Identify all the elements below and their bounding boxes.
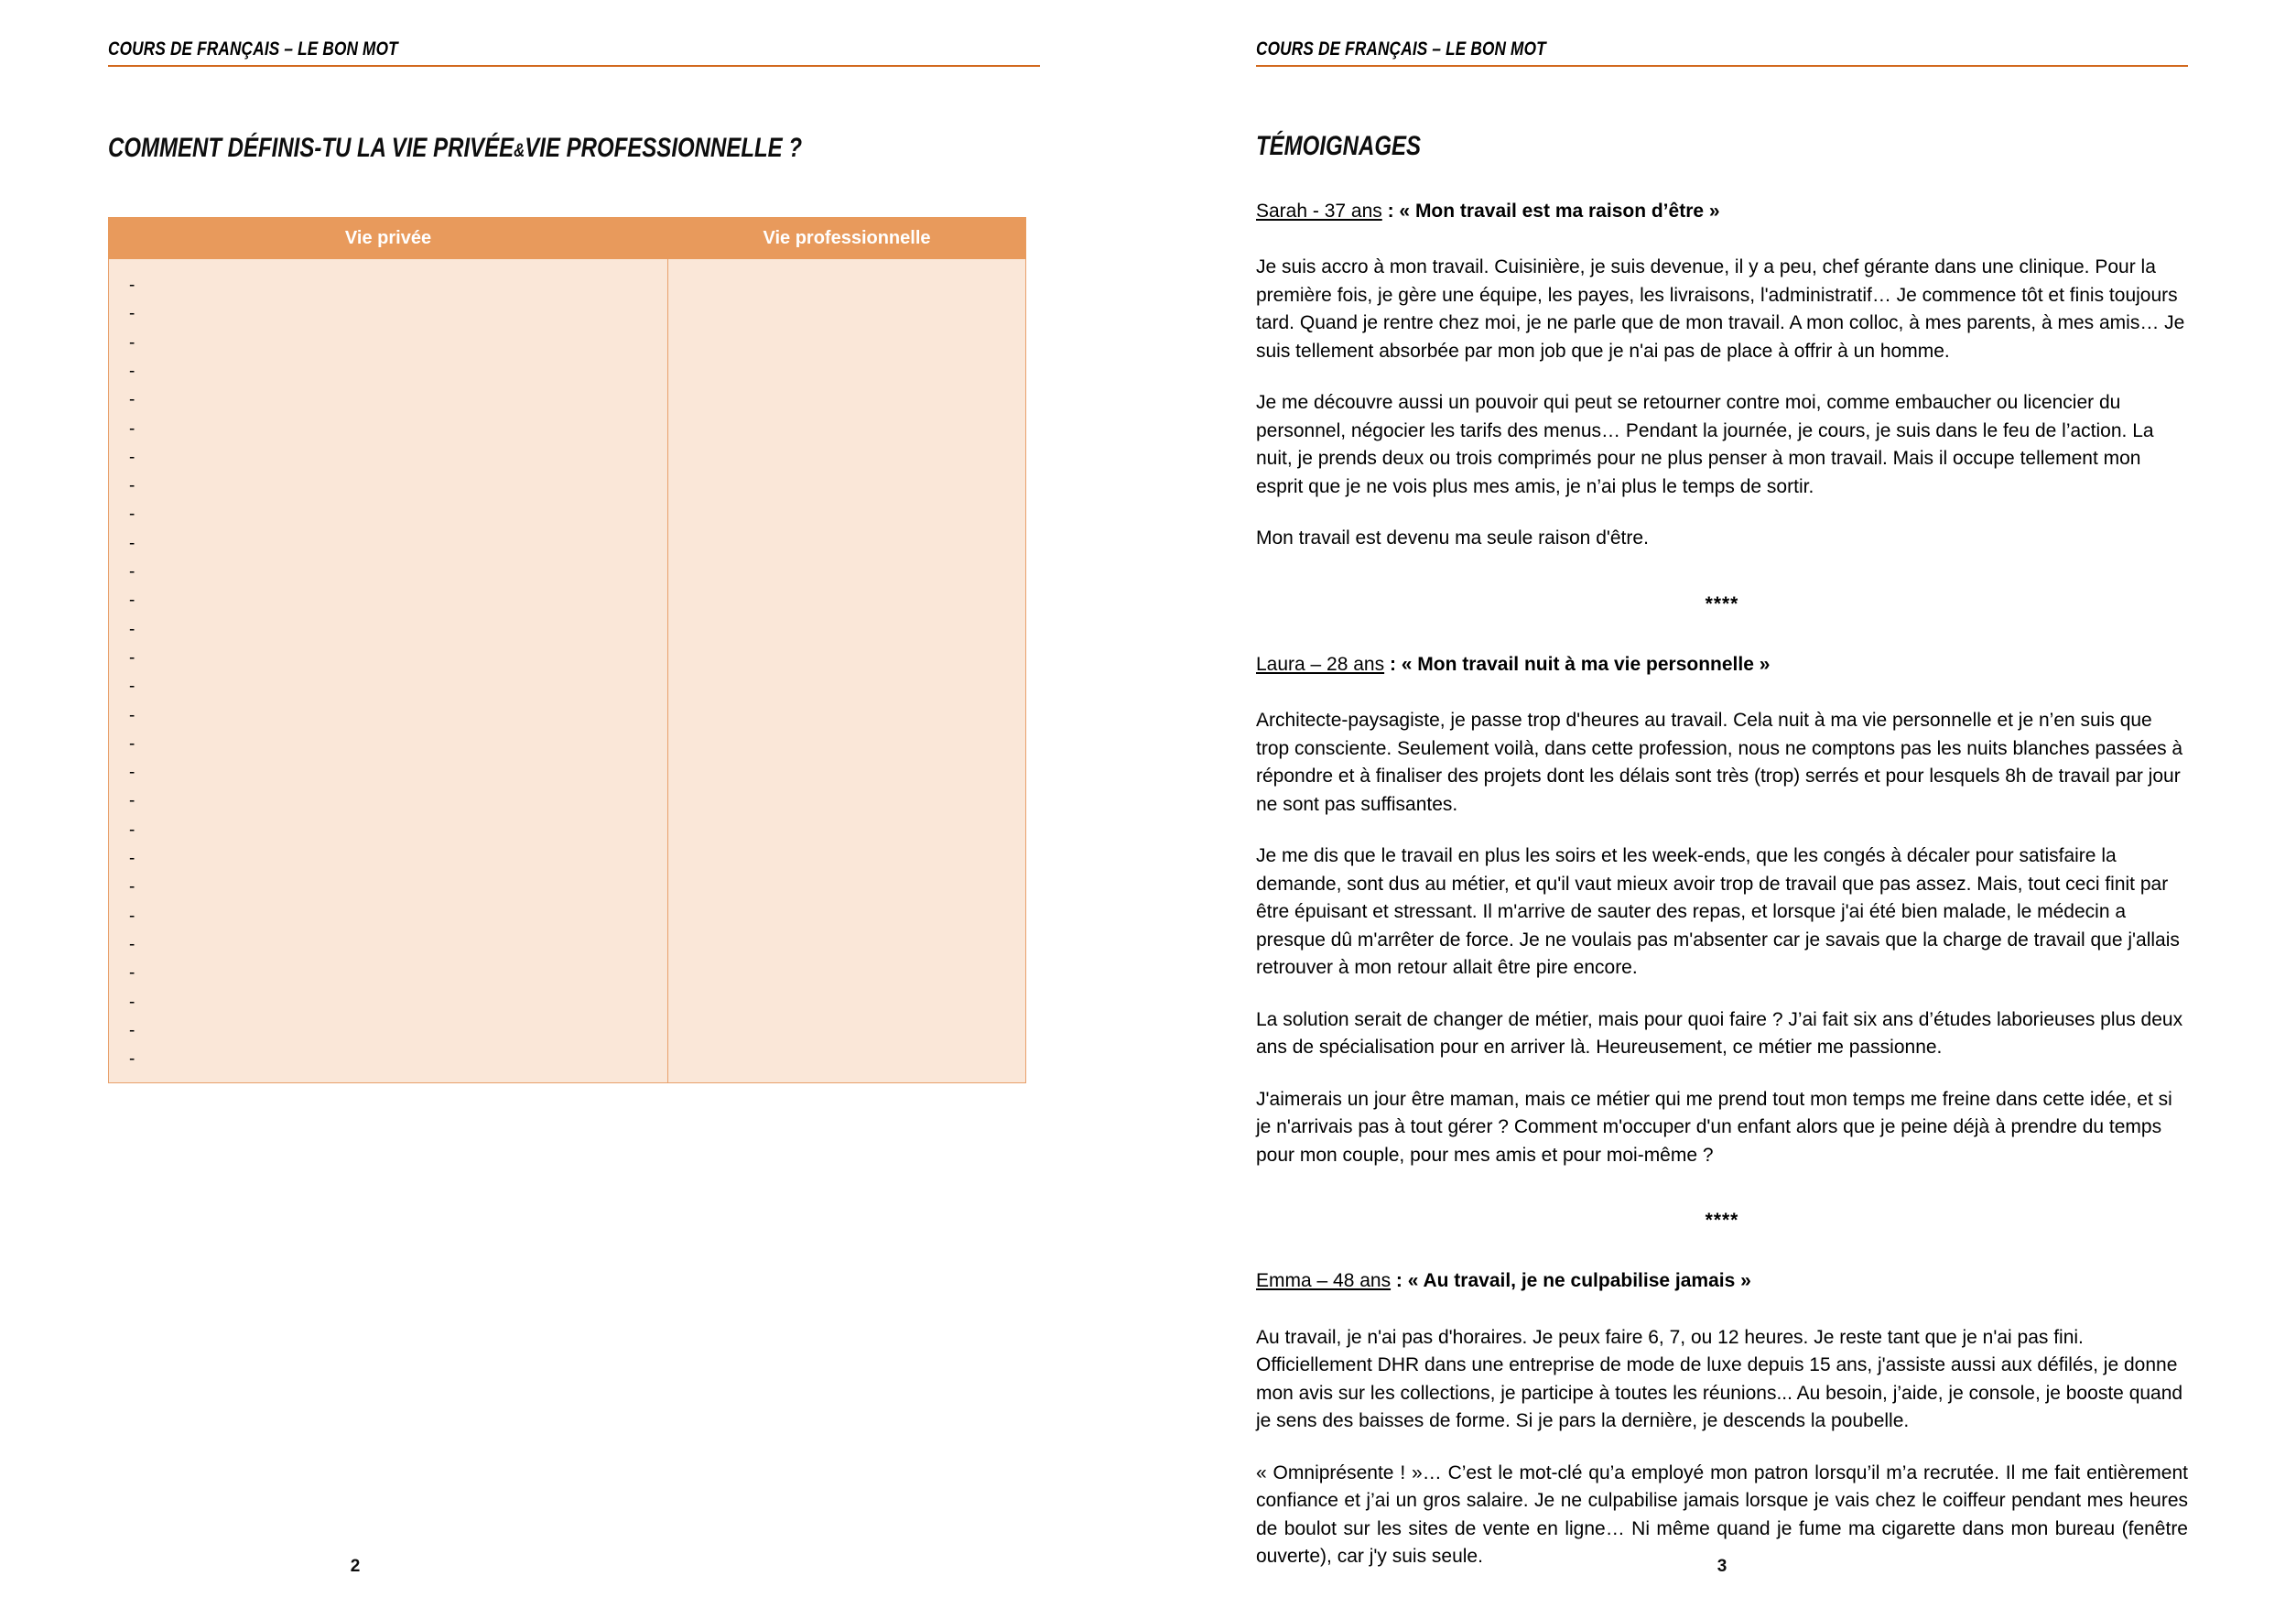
- table-row: [109, 259, 1026, 1083]
- page-number-right: 3: [1717, 1557, 1727, 1576]
- page-number-left: 2: [350, 1557, 361, 1576]
- testimonial-heading: [1256, 199, 2188, 224]
- vie-privee-professionnelle-table: [108, 217, 1026, 1083]
- dash-bullet: -: [129, 562, 135, 582]
- dash-bullet: -: [129, 505, 135, 525]
- table-head: [109, 218, 1026, 259]
- testimonial-paragraph: Mon travail est devenu ma seule raison d'être.: [1256, 527, 1649, 549]
- dash-bullet: -: [129, 992, 135, 1012]
- column-header-vie-privee: Vie privée: [109, 218, 668, 259]
- testimonial-person-name: Sarah - 37 ans: [1256, 201, 1382, 223]
- page-title-left-main: COMMENT DÉFINIS-TU LA VIE PRIVÉE: [108, 133, 514, 164]
- testimonial-heading: [1256, 1268, 2188, 1294]
- dash-bullet: -: [129, 647, 135, 668]
- dash-bullet: -: [129, 1020, 135, 1040]
- running-header-left-text: COURS DE FRANÇAIS – LE BON MOT: [108, 38, 398, 60]
- dash-bullet: -: [129, 332, 135, 353]
- dash-bullet: -: [129, 733, 135, 754]
- running-header-right: [1256, 38, 2188, 67]
- column-header-vie-professionnelle: Vie professionnelle: [668, 218, 1026, 259]
- page-left-content: [108, 38, 1040, 1619]
- testimonial-paragraph: La solution serait de changer de métier, mais pour quoi faire ? J’ai fait six ans d’études laborieuses plus deux ans de spécialisation pour en arriver là. Heureusement, ce métier me passionne.: [1256, 1008, 2183, 1059]
- dash-bullet: -: [129, 533, 135, 553]
- dash-bullet: -: [129, 677, 135, 697]
- dash-bullet: -: [129, 705, 135, 725]
- testimonial-quote-title: : « Mon travail nuit à ma vie personnelle »: [1384, 653, 1771, 675]
- page-right: [1148, 0, 2296, 1619]
- dash-bullet: -: [129, 304, 135, 324]
- dash-bullet: -: [129, 361, 135, 381]
- dash-bullet: -: [129, 906, 135, 926]
- dash-bullet: -: [129, 820, 135, 840]
- testimonial-paragraph: Je suis accro à mon travail. Cuisinière, je suis devenue, il y a peu, chef gérante dans une clinique. Pour la première fois, je gère une équipe, les payes, les livraisons, l'administratif… Je commence tôt et finis toujours tard. Quand je rentre chez moi, je ne parle que de mon travail. A mon colloc, à mes parents, à mes amis… Je suis tellement absorbée par mon job que je n'ai pas de place à offrir à un homme.: [1256, 256, 2185, 362]
- testimonial-paragraph: Architecte-paysagiste, je passe trop d'heures au travail. Cela nuit à ma vie personnelle et je n’en suis que trop consciente. Seulement voilà, dans cette profession, nous ne comptons pas les nuits blanches passées à répondre et à finaliser des projets dont les délais sont très (trop) serrés et pour lesquels 8h de travail par jour ne sont pas suffisantes.: [1256, 710, 2183, 815]
- dash-bullet: -: [129, 447, 135, 467]
- dash-bullet: -: [129, 591, 135, 611]
- dash-bullet: -: [129, 418, 135, 439]
- dash-bullet: -: [129, 877, 135, 897]
- testimonial-paragraph: Je me découvre aussi un pouvoir qui peut se retourner contre moi, comme embaucher ou licencier du personnel, négocier les tarifs des menus… Pendant la journée, je cours, je suis dans le feu de l’action. La nuit, je prends deux ou trois comprimés pour ne plus penser à mon travail. Mais il occupe tellement mon esprit que je ne vois plus mes amis, je n’ai plus le temps de sortir.: [1256, 392, 2154, 497]
- dash-list-vie-privee: [109, 259, 667, 1082]
- table-body: [109, 259, 1026, 1083]
- dash-bullet: -: [129, 1049, 135, 1070]
- section-separator: ****: [1705, 1210, 1739, 1232]
- cell-vie-professionnelle[interactable]: [668, 259, 1026, 1083]
- running-header-right-text: COURS DE FRANÇAIS – LE BON MOT: [1256, 38, 1546, 60]
- page-right-content: [1256, 38, 2188, 1619]
- testimonial-quote-title: : « Au travail, je ne culpabilise jamais »: [1391, 1270, 1751, 1292]
- dash-bullet: -: [129, 849, 135, 869]
- testimonial-paragraph: J'aimerais un jour être maman, mais ce métier qui me prend tout mon temps me freine dans cette idée, et si je n'arrivais pas à tout gérer ? Comment m'occuper d'un enfant alors que je peine déjà à prendre du temps pour mon couple, pour mes amis et pour moi-même ?: [1256, 1088, 2172, 1166]
- dash-bullet: -: [129, 963, 135, 983]
- testimonial-person-name: Emma – 48 ans: [1256, 1270, 1392, 1292]
- dash-bullet: -: [129, 934, 135, 954]
- testimonial-heading: [1256, 652, 2188, 678]
- page-title-left: [108, 133, 853, 164]
- testimonial-person-name: Laura – 28 ans: [1256, 653, 1385, 675]
- dash-bullet: -: [129, 390, 135, 410]
- dash-bullet: -: [129, 619, 135, 639]
- table-header-row: [109, 218, 1026, 259]
- testimonial-list: [1256, 199, 2188, 1571]
- dash-bullet: -: [129, 791, 135, 811]
- testimonial-paragraph: Au travail, je n'ai pas d'horaires. Je peux faire 6, 7, ou 12 heures. Je reste tant que je n'ai pas fini. Officiellement DHR dans une entreprise de mode de luxe depuis 15 ans, j'assiste aussi aux défilés, je donne mon avis sur les collections, je participe à toutes les réunions... Au besoin, j’aide, je console, je booste quand je sens des baisses de forme. Si je pars la dernière, je descends la poubelle.: [1256, 1326, 2183, 1432]
- dash-bullet: -: [129, 763, 135, 783]
- vie-privee-professionnelle-table-wrapper: [108, 217, 1023, 1083]
- page-title-left-amp: &: [514, 140, 525, 162]
- dash-bullet: -: [129, 276, 135, 296]
- dash-list-vie-professionnelle: [668, 259, 1025, 280]
- page-title-left-tail: VIE PROFESSIONNELLE ?: [525, 133, 802, 164]
- section-separator: ****: [1705, 592, 1739, 614]
- running-header-left: [108, 38, 1040, 67]
- testimonial-quote-title: : « Mon travail est ma raison d’être »: [1381, 201, 1720, 223]
- dash-bullet: -: [129, 476, 135, 496]
- page-title-right: TÉMOIGNAGES: [1256, 131, 1422, 162]
- cell-vie-privee[interactable]: [109, 259, 668, 1083]
- testimonial-paragraph: « Omniprésente ! »… C’est le mot-clé qu’a employé mon patron lorsqu’il m’a recrutée. Il me fait entièrement confiance et j’ai un gros salaire. Je ne culpabilise jamais lorsque je vais chez le coiffeur pendant mes heures de boulot sur les sites de vente en ligne… Ni même quand je fume ma cigarette dans mon bureau (fenêtre ouverte), car j'y suis seule.: [1256, 1461, 2188, 1568]
- testimonial-paragraph: Je me dis que le travail en plus les soirs et les week-ends, que les congés à décaler pour satisfaire la demande, sont dus au métier, et qu'il vaut mieux avoir trop de travail que pas assez. Mais, tout ceci finit par être épuisant et stressant. Il m'arrive de sauter des repas, et lorsque j'ai été bien malade, le médecin a presque dû m'arrêter de force. Je ne voulais pas m'absenter car je savais que la charge de travail que j'allais retrouver à mon retour allait être pire encore.: [1256, 845, 2180, 979]
